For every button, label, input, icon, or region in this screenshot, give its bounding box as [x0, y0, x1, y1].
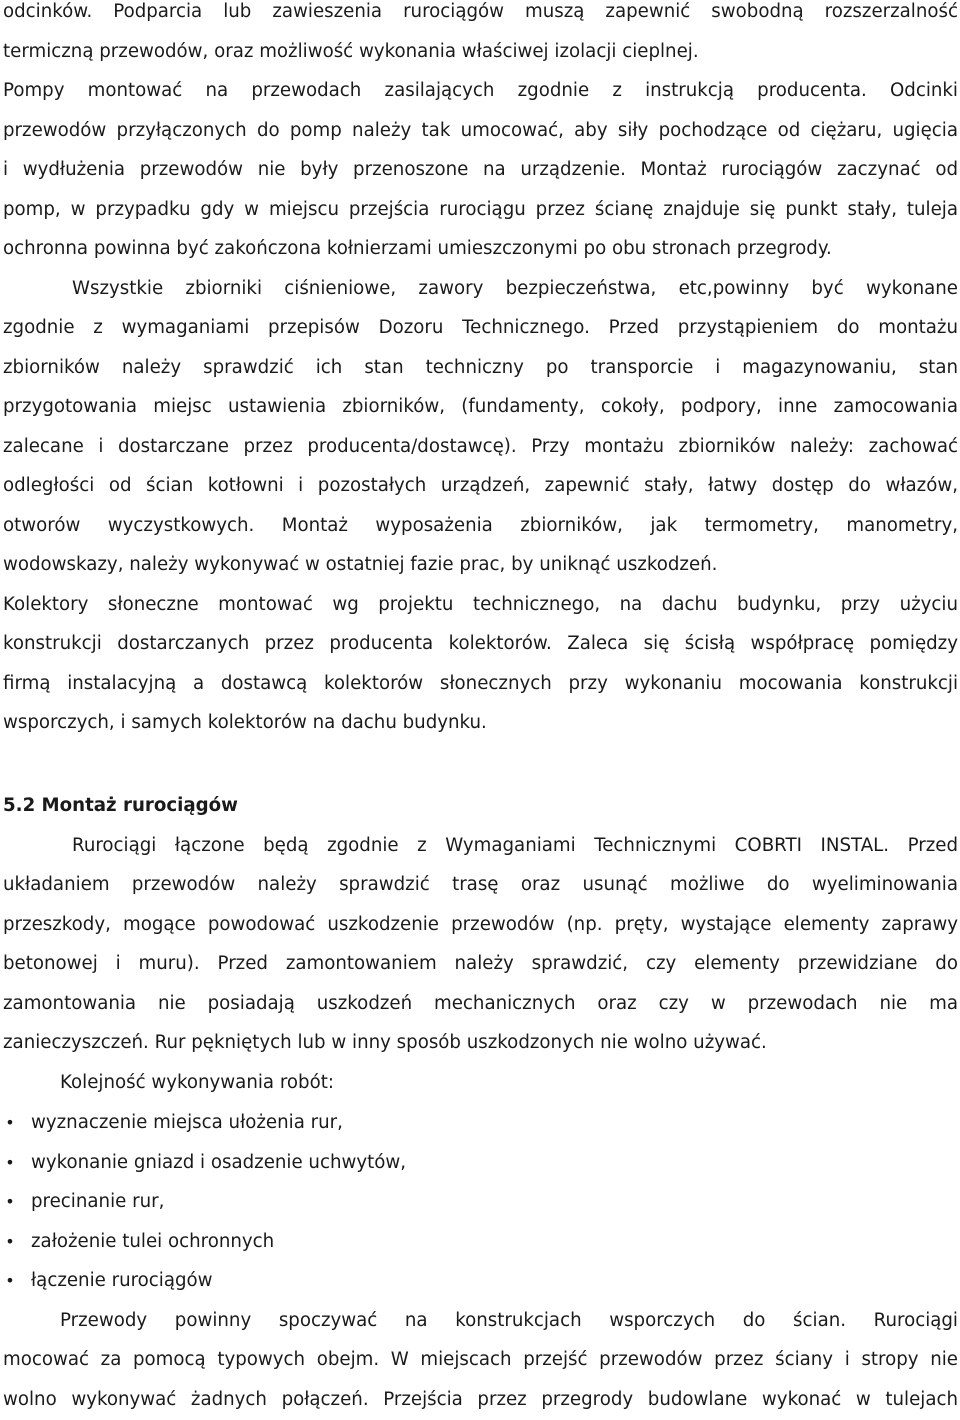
text-line: wolno wykonywać żadnych połączeń. Przejścia przez przegrody budowlane wykonać w tulejach — [3, 1389, 958, 1410]
text-line: wodowskazy, należy wykonywać w ostatniej fazie prac, by uniknąć uszkodzeń. — [3, 554, 718, 575]
bullet-icon: • — [5, 1232, 15, 1251]
text-line: betonowej i muru). Przed zamontowaniem należy sprawdzić, czy elementy przewidziane do — [3, 953, 958, 974]
bullet-icon: • — [5, 1113, 15, 1132]
text-line: przewodów przyłączonych do pomp należy tak umocować, aby siły pochodzące od ciężaru, ugięcia — [3, 120, 958, 141]
text-line: firmą instalacyjną a dostawcą kolektorów słonecznych przy wykonaniu mocowania konstrukcji — [3, 673, 958, 694]
text-line: ochronna powinna być zakończona kołnierzami umieszczonymi po obu stronach przegrody. — [3, 238, 832, 259]
bullet-icon: • — [5, 1271, 15, 1290]
text-line: otworów wyczystkowych. Montaż wyposażenia zbiorników, jak termometry, manometry, — [3, 515, 958, 536]
text-line: zbiorników należy sprawdzić ich stan techniczny po transporcie i magazynowaniu, stan — [3, 357, 958, 378]
text-line: przygotowania miejsc ustawienia zbiorników, (fundamenty, cokoły, podpory, inne zamocowania — [3, 396, 958, 417]
text-line: odcinków. Podparcia lub zawieszenia rurociągów muszą zapewnić swobodną rozszerzalność — [3, 1, 958, 22]
text-line: Kolektory słoneczne montować wg projektu technicznego, na dachu budynku, przy użyciu — [3, 594, 958, 615]
text-line: układaniem przewodów należy sprawdzić trasę oraz usunąć możliwe do wyeliminowania — [3, 874, 958, 895]
text-line: Wszystkie zbiorniki ciśnieniowe, zawory bezpieczeństwa, etc,powinny być wykonane — [72, 278, 958, 299]
list-item-text: precinanie rur, — [31, 1191, 165, 1212]
text-line: odległości od ścian kotłowni i pozostałych urządzeń, zapewnić stały, łatwy dostęp do włazów, — [3, 475, 958, 496]
bullet-icon: • — [5, 1192, 15, 1211]
text-line: wsporczych, i samych kolektorów na dachu budynku. — [3, 712, 487, 733]
list-intro: Kolejność wykonywania robót: — [60, 1072, 334, 1093]
list-item-text: łączenie rurociągów — [31, 1270, 213, 1291]
text-line: zgodnie z wymaganiami przepisów Dozoru Technicznego. Przed przystąpieniem do montażu — [3, 317, 958, 338]
list-item-text: wyznaczenie miejsca ułożenia rur, — [31, 1112, 343, 1133]
text-line: przeszkody, mogące powodować uszkodzenie przewodów (np. pręty, wystające elementy zaprawy — [3, 914, 958, 935]
list-item-text: założenie tulei ochronnych — [31, 1231, 275, 1252]
text-line: mocować za pomocą typowych obejm. W miejscach przejść przewodów przez ściany i stropy nie — [3, 1349, 958, 1370]
section-heading: 5.2 Montaż rurociągów — [3, 795, 238, 816]
text-line: zanieczyszczeń. Rur pękniętych lub w inny sposób uszkodzonych nie wolno używać. — [3, 1032, 767, 1053]
text-line: Pompy montować na przewodach zasilających zgodnie z instrukcją producenta. Odcinki — [3, 80, 958, 101]
text-line: zalecane i dostarczane przez producenta/dostawcę). Przy montażu zbiorników należy: zachować — [3, 436, 958, 457]
text-line: termiczną przewodów, oraz możliwość wykonania właściwej izolacji cieplnej. — [3, 41, 699, 62]
text-line: zamontowania nie posiadają uszkodzeń mechanicznych oraz czy w przewodach nie ma — [3, 993, 958, 1014]
text-line: Przewody powinny spoczywać na konstrukcjach wsporczych do ścian. Rurociągi — [60, 1310, 958, 1331]
bullet-icon: • — [5, 1153, 15, 1172]
text-line: konstrukcji dostarczanych przez producenta kolektorów. Zaleca się ścisłą współpracę pomiędzy — [3, 633, 958, 654]
text-line: pomp, w przypadku gdy w miejscu przejścia rurociągu przez ścianę znajduje się punkt stały, tuleja — [3, 199, 958, 220]
list-item-text: wykonanie gniazd i osadzenie uchwytów, — [31, 1152, 407, 1173]
text-line: Rurociągi łączone będą zgodnie z Wymaganiami Technicznymi COBRTI INSTAL. Przed — [72, 835, 958, 856]
text-line: i wydłużenia przewodów nie były przenoszone na urządzenie. Montaż rurociągów zaczynać od — [3, 159, 958, 180]
